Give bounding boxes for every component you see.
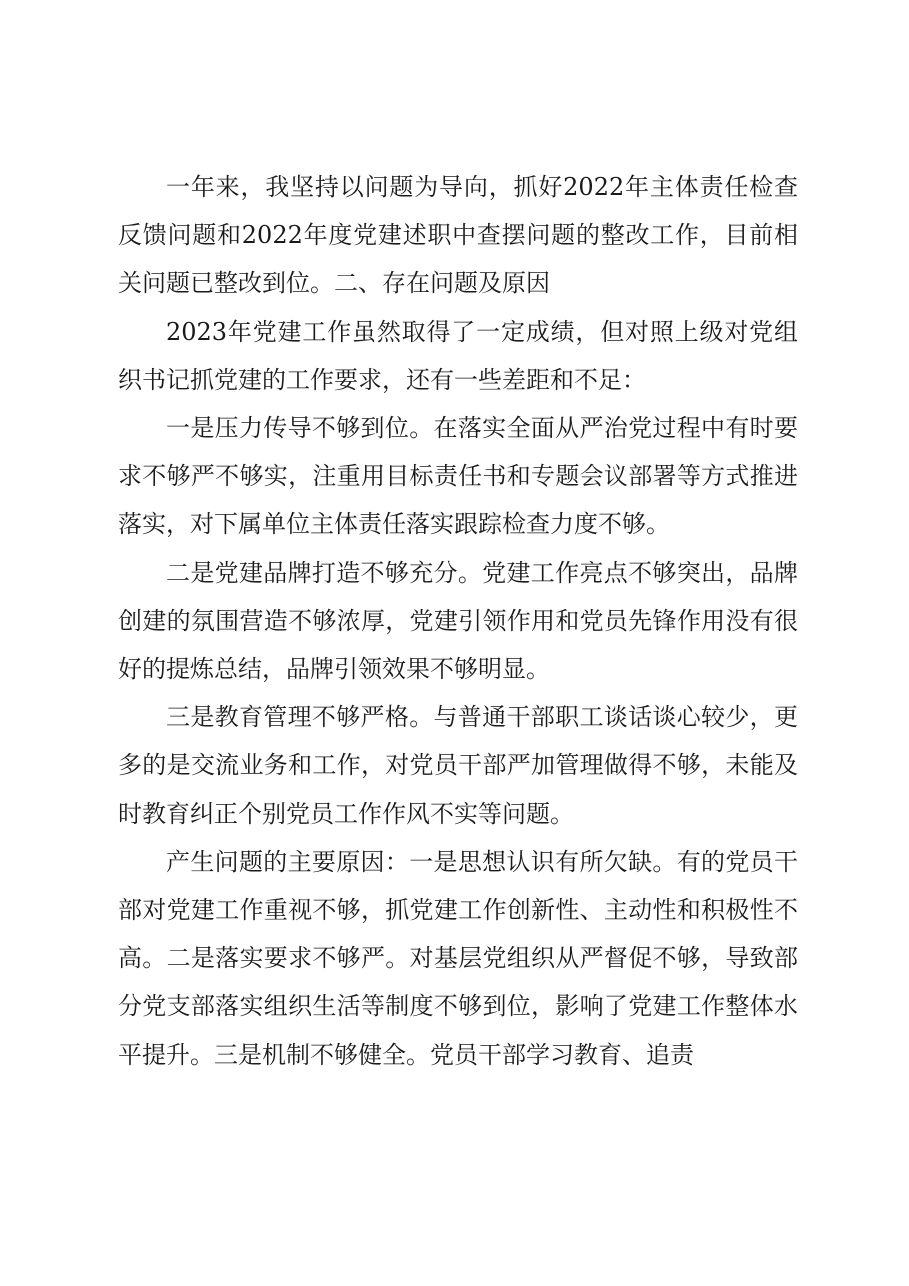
- paragraph-rectification-summary: 一年来，我坚持以问题为导向，抓好2022年主体责任检查反馈问题和2022年度党建述职中查摆问题的整改工作，目前相关问题已整改到位。二、存在问题及原因: [118, 173, 798, 298]
- paragraph-gaps-intro: 2023年党建工作虽然取得了一定成绩，但对照上级对党组织书记抓党建的工作要求，还有一些差距和不足：: [118, 317, 798, 394]
- paragraph-root-causes: 产生问题的主要原因：一是思想认识有所欠缺。有的党员干部对党建工作重视不够，抓党建工作创新性、主动性和积极性不高。二是落实要求不够严。对基层党组织从严督促不够，导致部分党支部落实组织生活等制度不够到位，影响了党建工作整体水平提升。三是机制不够健全。党员干部学习教育、追责: [118, 847, 798, 1069]
- paragraph-problem-education: 三是教育管理不够严格。与普通干部职工谈话谈心较少，更多的是交流业务和工作，对党员干部严加管理做得不够，未能及时教育纠正个别党员工作作风不实等问题。: [118, 703, 798, 828]
- paragraph-problem-pressure: 一是压力传导不够到位。在落实全面从严治党过程中有时要求不够严不够实，注重用目标责任书和专题会议部署等方式推进落实，对下属单位主体责任落实跟踪检查力度不够。: [118, 414, 798, 539]
- paragraph-problem-branding: 二是党建品牌打造不够充分。党建工作亮点不够突出，品牌创建的氛围营造不够浓厚，党建引领作用和党员先锋作用没有很好的提炼总结，品牌引领效果不够明显。: [118, 558, 798, 684]
- document-body: [118, 163, 798, 1079]
